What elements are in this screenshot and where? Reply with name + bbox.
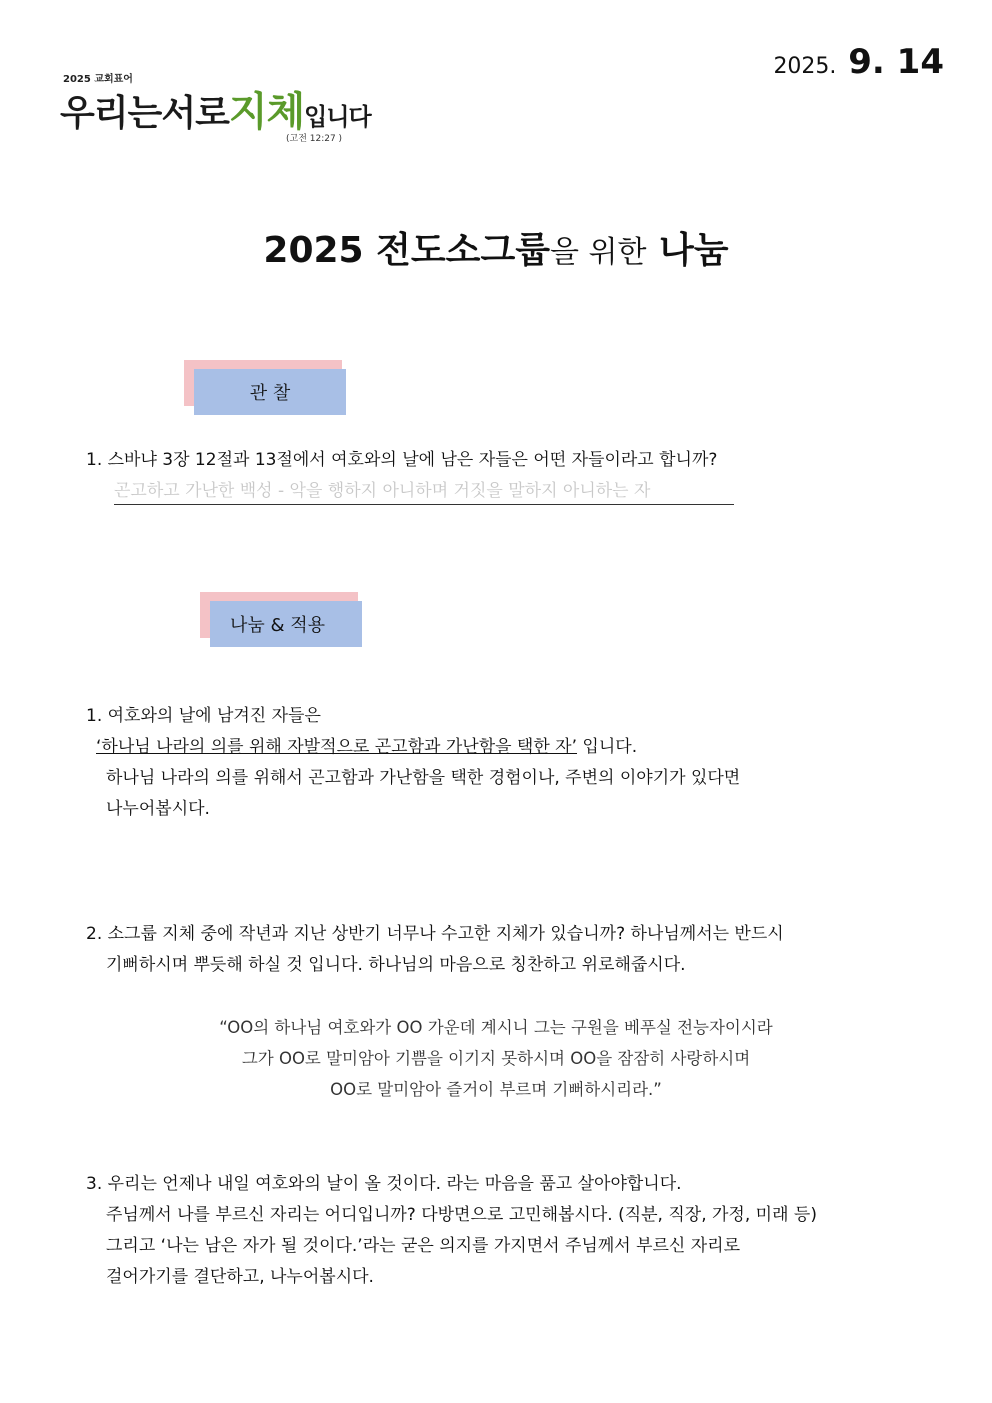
observation-label-box — [184, 360, 346, 416]
sharing-question-2 — [86, 919, 784, 981]
motto-part3: 지체 — [228, 89, 305, 135]
q1-line1: 1. 여호와의 날에 남겨진 자들은 — [86, 706, 321, 726]
q3-line2: 주님께서 나를 부르신 자리는 어디입니까? 다방면으로 고민해봅시다. (직분, 직장, 가정, 미래 등) — [106, 1205, 817, 1225]
sharing-label: 나눔 & 적용 — [210, 601, 362, 647]
document-date — [773, 42, 944, 82]
observation-answer-1: 곤고하고 가난한 백성 - 악을 행하지 아니하며 거짓을 말하지 아니하는 자 — [114, 478, 734, 505]
q3-line1: 3. 우리는 언제나 내일 여호와의 날이 올 것이다. 라는 마음을 품고 살아야합니다. — [86, 1174, 682, 1194]
motto-year: 2025 교회표어 — [63, 74, 133, 85]
q3-line3: 그리고 ‘나는 남은 자가 될 것이다.’라는 굳은 의지를 가지면서 주님께서 부르신 자리로 — [106, 1236, 741, 1256]
motto-part4: 입니다 — [304, 103, 371, 131]
q1-line2 — [86, 732, 740, 763]
motto-part1: 우리는 — [60, 93, 162, 134]
q1-line4: 나누어봅시다. — [106, 799, 210, 819]
quote-line2: 그가 OO로 말미암아 기쁨을 이기지 못하시며 OO을 잠잠히 사랑하시며 — [241, 1049, 751, 1068]
observation-question-1: 1. 스바냐 3장 12절과 13절에서 여호와의 날에 남은 자들은 어떤 자들이라고 합니까? — [86, 450, 718, 470]
sharing-label-box — [200, 592, 362, 648]
q1-line3: 하나님 나라의 의를 위해서 곤고함과 가난함을 택한 경험이나, 주변의 이야기가 있다면 — [106, 768, 741, 788]
date-year: 2025. — [773, 54, 837, 79]
motto-reference: (고전 12:27 ) — [286, 134, 343, 144]
sharing-question-3 — [86, 1169, 817, 1293]
observation-label: 관 찰 — [194, 369, 346, 415]
q2-line1: 2. 소그룹 지체 중에 작년과 지난 상반기 너무나 수고한 지체가 있습니까? 하나님께서는 반드시 — [86, 924, 784, 944]
quote-line3: OO로 말미암아 즐거이 부르며 기뻐하시리라.” — [330, 1080, 662, 1099]
q1-line2-rest: 입니다. — [582, 737, 638, 757]
quote-line1: “OO의 하나님 여호와가 OO 가운데 계시니 그는 구원을 베푸실 전능자이시라 — [219, 1018, 773, 1037]
q1-emphasis: ‘하나님 나라의 의를 위해 자발적으로 곤고함과 가난함을 택한 자’ — [96, 737, 578, 757]
sharing-question-1 — [86, 701, 740, 825]
title-part3: 나눔 — [659, 230, 729, 271]
q3-line4: 걸어가기를 결단하고, 나누어봅시다. — [106, 1267, 374, 1287]
title-part2: 을 위한 — [550, 235, 647, 270]
q2-line2: 기뻐하시며 뿌듯해 하실 것 입니다. 하나님의 마음으로 칭찬하고 위로해줍시다. — [106, 955, 686, 975]
title-part1: 2025 전도소그룹 — [263, 230, 550, 271]
date-day: 9. 14 — [848, 42, 944, 82]
page-title — [0, 222, 992, 273]
scripture-quote — [0, 1012, 992, 1105]
church-motto-logo — [60, 80, 371, 137]
motto-part2: 서로 — [161, 93, 229, 134]
